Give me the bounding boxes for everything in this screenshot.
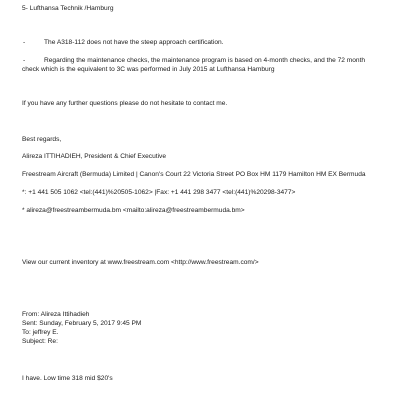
quoted-body: I have. Low time 318 mid $20's bbox=[22, 375, 113, 382]
quoted-sent: Sent: Sunday, February 5, 2017 9:45 PM bbox=[22, 320, 142, 327]
signature-regards: Best regards, bbox=[22, 136, 62, 143]
quoted-subject: Subject: Re: bbox=[22, 338, 58, 345]
bullet-dash: - bbox=[23, 39, 26, 46]
bullet-text-steep-approach: The A318-112 does not have the steep approach certification. bbox=[44, 39, 224, 46]
bullet-text-maintenance-line1: Regarding the maintenance checks, the maintenance program is based on 4-month checks, and the 72 month bbox=[44, 57, 366, 64]
signature-name-title: Alireza ITTIHADIEH, President & Chief Executive bbox=[22, 153, 167, 160]
bullet-text-maintenance-line2: check which is the equivalent to 3C was performed in July 2015 at Lufthansa Hamburg bbox=[22, 66, 275, 73]
section-heading: 5- Lufthansa Technik /Hamburg bbox=[22, 5, 114, 12]
quoted-to: To: jeffrey E. bbox=[22, 329, 59, 336]
inventory-link[interactable]: View our current inventory at www.freestream.com <http://www.freestream.com/> bbox=[22, 259, 259, 266]
signature-company-address: Freestream Aircraft (Bermuda) Limited | Canon's Court 22 Victoria Street PO Box HM 1179 Hamilton HM EX Bermuda bbox=[22, 171, 366, 178]
closing-note: If you have any further questions please do not hesitate to contact me. bbox=[22, 100, 228, 107]
bullet-dash: - bbox=[23, 57, 26, 64]
signature-email[interactable]: * alireza@freestreambermuda.bm <mailto:alireza@freestreambermuda.bm> bbox=[22, 207, 245, 214]
quoted-from: From: Alireza Ittihadieh bbox=[22, 311, 90, 318]
signature-phone-fax[interactable]: *: +1 441 505 1062 <tel:(441)%20505-1062> |Fax: +1 441 298 3477 <tel:(441)%20298-3477> bbox=[22, 189, 296, 196]
